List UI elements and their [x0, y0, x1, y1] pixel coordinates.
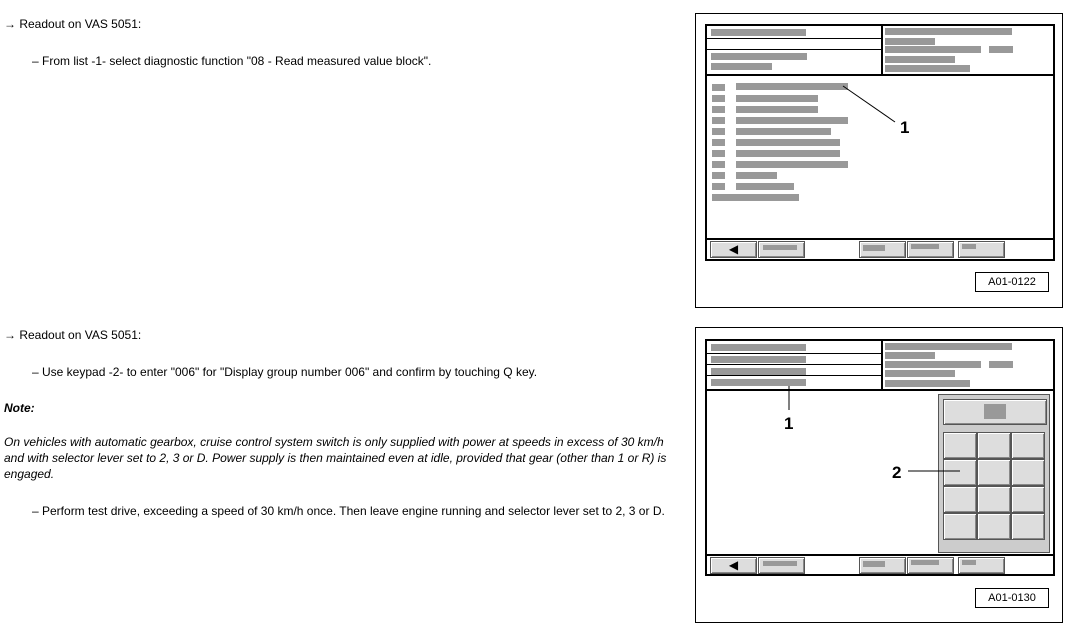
section2-step2: – Perform test drive, exceeding a speed of 30 km/h once. Then leave engine running and selector lever set to 2, 3 or D. — [32, 504, 665, 518]
leader-line-fig1 — [843, 86, 895, 122]
section1-heading: → Readout on VAS 5051: — [4, 17, 142, 31]
callout-1: 1 — [784, 414, 794, 433]
section2-heading: → Readout on VAS 5051: — [4, 328, 142, 342]
callout-2: 2 — [892, 463, 902, 482]
note-body: On vehicles with automatic gearbox, cruise control system switch is only supplied with power at speeds in excess of 30 km/h and with selector lever set to 2, 3 or D. Power supply is then maintained even at idle, provided that gear (other than 1 or R) is engaged. — [4, 435, 667, 481]
back-arrow-icon: ◀ — [728, 242, 739, 256]
callout-1: 1 — [900, 118, 910, 137]
back-arrow-icon: ◀ — [728, 558, 739, 572]
figure-code: A01-0130 — [975, 588, 1049, 608]
figure-code: A01-0122 — [975, 272, 1049, 292]
section2-step: – Use keypad -2- to enter "006" for "Display group number 006" and confirm by touching Q key. — [32, 365, 538, 379]
section1-step: – From list -1- select diagnostic function "08 - Read measured value block". — [32, 54, 432, 68]
note-title: Note: — [4, 401, 35, 415]
